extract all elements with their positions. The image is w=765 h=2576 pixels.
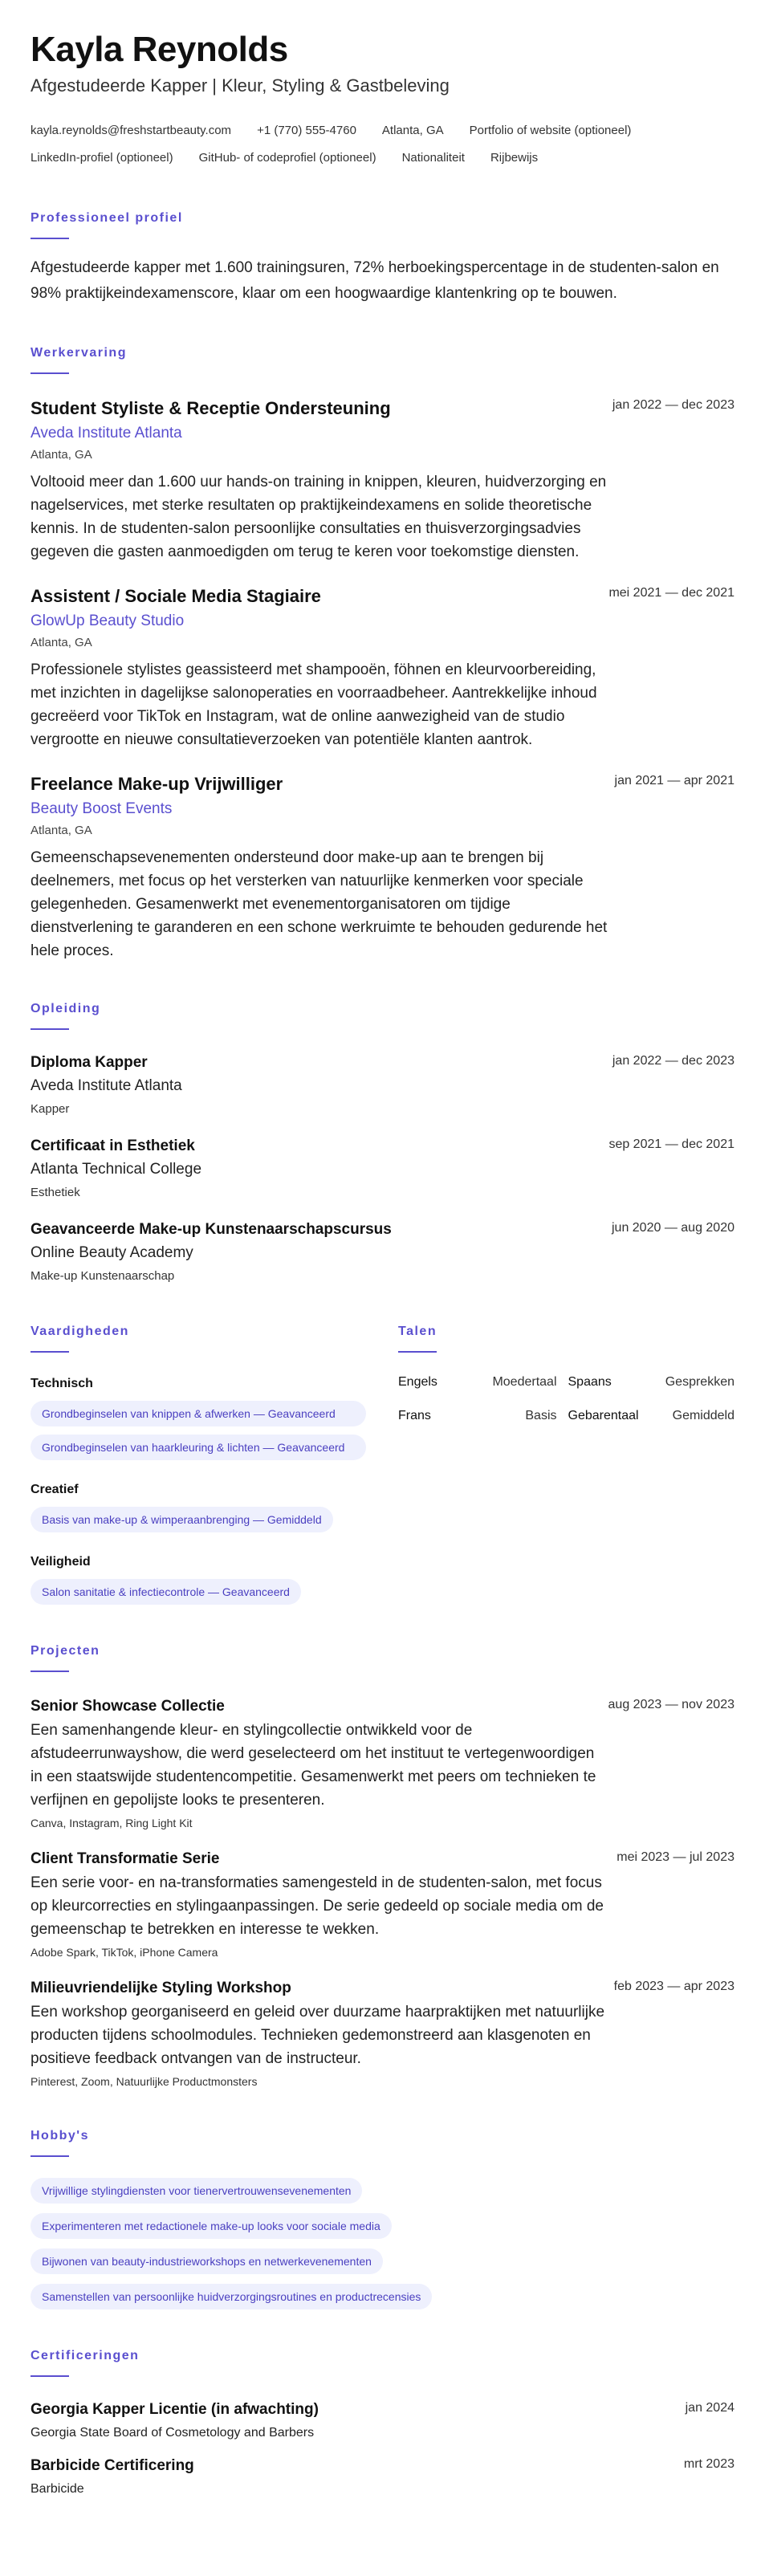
- job-employer: GlowUp Beauty Studio: [31, 612, 185, 629]
- section-title: Opleiding: [31, 1002, 101, 1015]
- job-location: Atlanta, GA: [31, 824, 92, 837]
- language-entry: [567, 1407, 735, 1425]
- certification-date: mrt 2023: [683, 2457, 734, 2471]
- contact-github: GitHub- of codeprofiel (optioneel): [198, 151, 376, 165]
- section-divider: [31, 1351, 69, 1353]
- experience-item: [31, 584, 734, 751]
- hobby-list: [31, 2178, 734, 2319]
- profile-section: [31, 210, 734, 307]
- job-date: jan 2021 — apr 2021: [614, 774, 734, 787]
- project-description: Een workshop georganiseerd en geleid over duurzame haarpraktijken met natuurlijke producten tijdens schoolmodules. Technieken gedemonstreerd aan klasgenoten en positieve feedback ontvangen van de instructeur.: [31, 2004, 605, 2067]
- certification-title: Georgia Kapper Licentie (in afwachting): [31, 2401, 319, 2418]
- project-date: mei 2023 — jul 2023: [616, 1850, 734, 1864]
- education-item: [31, 1052, 734, 1118]
- hobby-chip: Vrijwillige stylingdiensten voor tienervertrouwensevenementen: [31, 2178, 362, 2204]
- project-tools: Pinterest, Zoom, Natuurlijke Productmonsters: [31, 2075, 258, 2088]
- job-title: Freelance Make-up Vrijwilliger: [31, 774, 283, 794]
- hobby-chip: Bijwonen van beauty-industrieworkshops en netwerkevenementen: [31, 2248, 383, 2274]
- certification-issuer: Georgia State Board of Cosmetology and Barbers: [31, 2426, 315, 2440]
- job-employer: Aveda Institute Atlanta: [31, 425, 182, 442]
- degree-title: Certificaat in Esthetiek: [31, 1137, 195, 1154]
- certification-item: [31, 2399, 734, 2443]
- project-date: feb 2023 — apr 2023: [613, 1980, 734, 1993]
- language-entry: [567, 1373, 735, 1391]
- language-name: Gebarentaal: [568, 1409, 639, 1422]
- skill-chip: Basis van make-up & wimperaanbrenging — Gemiddeld: [31, 1507, 333, 1532]
- project-description: Een samenhangende kleur- en stylingcollectie ontwikkeld voor de afstudeerrunwayshow, die werd geselecteerd om het instituut te vertegenwoordigen in een staatswijde studentencompetitie. Gesamenwerkt met peers om technieken te verfijnen en gepolijste looks te presenteren.: [31, 1722, 596, 1809]
- project-title: Senior Showcase Collectie: [31, 1698, 225, 1715]
- section-title: Werkervaring: [31, 346, 127, 360]
- project-item: [31, 1978, 734, 2090]
- project-title: Client Transformatie Serie: [31, 1850, 220, 1867]
- degree-title: Geavanceerde Make-up Kunstenaarschapscursus: [31, 1221, 392, 1238]
- field-of-study: Kapper: [31, 1102, 70, 1116]
- certifications-section: [31, 2348, 734, 2499]
- section-divider: [398, 1351, 437, 1353]
- school-name: Aveda Institute Atlanta: [31, 1077, 182, 1094]
- job-title: Assistent / Sociale Media Stagiaire: [31, 586, 321, 606]
- project-item: [31, 1849, 734, 1960]
- field-of-study: Make-up Kunstenaarschap: [31, 1269, 175, 1283]
- education-item: [31, 1219, 734, 1285]
- languages-section: [398, 1324, 734, 1605]
- project-date: aug 2023 — nov 2023: [608, 1698, 734, 1711]
- contact-location: Atlanta, GA: [381, 124, 444, 137]
- section-title: Vaardigheden: [31, 1325, 129, 1338]
- project-tools: Canva, Instagram, Ring Light Kit: [31, 1817, 193, 1829]
- candidate-headline: Afgestudeerde Kapper | Kleur, Styling & Gastbeleving: [31, 75, 450, 96]
- language-name: Spaans: [568, 1375, 612, 1389]
- hobbies-section: [31, 2128, 734, 2319]
- section-divider: [31, 2155, 69, 2157]
- resume-header: [31, 29, 734, 172]
- language-entry: [398, 1407, 567, 1425]
- job-date: mei 2021 — dec 2021: [608, 586, 734, 600]
- skill-chip: Salon sanitatie & infectiecontrole — Geavanceerd: [31, 1579, 301, 1605]
- field-of-study: Esthetiek: [31, 1186, 80, 1199]
- section-divider: [31, 372, 69, 374]
- project-description: Een serie voor- en na-transformaties samengesteld in de studenten-salon, met focus op kleurcorrecties en stylingaanpassingen. De serie gedeeld op sociale media om de gemeenschap te betrekken en interesse te wekken.: [31, 1874, 604, 1938]
- hobby-chip: Experimenteren met redactionele make-up looks voor sociale media: [31, 2213, 392, 2239]
- section-title: Hobby's: [31, 2129, 89, 2143]
- certification-issuer: Barbicide: [31, 2482, 84, 2496]
- language-name: Frans: [398, 1409, 431, 1422]
- section-divider: [31, 1671, 69, 1672]
- school-name: Atlanta Technical College: [31, 1161, 202, 1178]
- job-location: Atlanta, GA: [31, 448, 92, 462]
- education-date: sep 2021 — dec 2021: [608, 1137, 734, 1151]
- language-row: [398, 1407, 734, 1425]
- candidate-name: Kayla Reynolds: [31, 30, 288, 69]
- section-title: Certificeringen: [31, 2349, 140, 2362]
- school-name: Online Beauty Academy: [31, 1244, 193, 1261]
- skill-chip: Grondbeginselen van haarkleuring & lichten — Geavanceerd: [31, 1435, 366, 1460]
- contact-phone: +1 (770) 555-4760: [257, 124, 356, 137]
- language-level: Basis: [525, 1409, 557, 1422]
- job-date: jan 2022 — dec 2023: [612, 398, 734, 412]
- section-divider: [31, 1028, 69, 1030]
- hobby-chip: Samenstellen van persoonlijke huidverzorgingsroutines en productrecensies: [31, 2284, 432, 2309]
- project-title: Milieuvriendelijke Styling Workshop: [31, 1980, 291, 1996]
- skill-group-title: Veiligheid: [31, 1555, 91, 1569]
- contact-nationality: Nationaliteit: [401, 151, 465, 165]
- experience-item: [31, 397, 734, 564]
- language-level: Moedertaal: [492, 1375, 557, 1389]
- project-item: [31, 1696, 734, 1831]
- skills-languages-row: [31, 1324, 734, 1605]
- section-title: Talen: [398, 1325, 437, 1338]
- contact-portfolio: Portfolio of website (optioneel): [469, 124, 632, 137]
- job-description: Voltooid meer dan 1.600 uur hands-on training in knippen, kleuren, huidverzorging en nagelservices, met sterke resultaten op praktijkeindexamens en solide theoretische kennis. In de studenten-salon persoonlijke consultaties en thuisverzorgingsadvies gegeven die gasten aanmoedigden om terug te keren voor toekomstige diensten.: [31, 474, 607, 560]
- job-location: Atlanta, GA: [31, 636, 92, 649]
- education-item: [31, 1136, 734, 1202]
- language-level: Gemiddeld: [672, 1409, 734, 1422]
- section-title: Professioneel profiel: [31, 211, 183, 225]
- skill-chip: Grondbeginselen van knippen & afwerken — Geavanceerd: [31, 1401, 366, 1426]
- education-date: jan 2022 — dec 2023: [612, 1054, 734, 1068]
- language-row: [398, 1373, 734, 1391]
- experience-item: [31, 772, 734, 962]
- section-title: Projecten: [31, 1644, 100, 1658]
- language-level: Gesprekken: [665, 1375, 734, 1389]
- language-table: [398, 1373, 734, 1425]
- job-title: Student Styliste & Receptie Ondersteuning: [31, 398, 391, 418]
- certification-item: [31, 2456, 734, 2499]
- section-divider: [31, 238, 69, 239]
- language-entry: [398, 1373, 567, 1391]
- contact-email: kayla.reynolds@freshstartbeauty.com: [31, 124, 232, 137]
- certification-title: Barbicide Certificering: [31, 2457, 194, 2474]
- education-section: [31, 1001, 734, 1285]
- skill-group-title: Creatief: [31, 1483, 79, 1496]
- job-employer: Beauty Boost Events: [31, 800, 173, 817]
- certification-date: jan 2024: [685, 2401, 734, 2415]
- skill-group-title: Technisch: [31, 1377, 93, 1390]
- experience-section: [31, 345, 734, 962]
- job-description: Gemeenschapsevenementen ondersteund door make-up aan te brengen bij deelnemers, met focus op het versterken van natuurlijke kenmerken voor speciale gelegenheden. Gesamenwerkt met evenementorganisatoren om tijdige dienstverlening te garanderen en een schone werkruimte te behouden gedurende het hele proces.: [31, 849, 608, 959]
- language-name: Engels: [398, 1375, 437, 1389]
- contact-license: Rijbewijs: [490, 151, 539, 165]
- contact-list: [31, 117, 734, 172]
- job-description: Professionele stylistes geassisteerd met shampooën, föhnen en kleurvoorbereiding, met inzichten in dagelijkse salonoperaties en voorraadbeheer. Aantrekkelijke inhoud gecreëerd voor TikTok en Instagram, wat de online aanwezigheid van de studio vergrootte en nieuwe consultatieverzoeken van potentiële klanten aantrok.: [31, 661, 597, 748]
- section-divider: [31, 2375, 69, 2377]
- projects-section: [31, 1643, 734, 2090]
- contact-linkedin: LinkedIn-profiel (optioneel): [31, 151, 173, 165]
- education-date: jun 2020 — aug 2020: [611, 1221, 734, 1235]
- skills-section: [31, 1324, 382, 1605]
- project-tools: Adobe Spark, TikTok, iPhone Camera: [31, 1946, 218, 1959]
- profile-summary: Afgestudeerde kapper met 1.600 trainingsuren, 72% herboekingspercentage in de studenten-salon en 98% praktijkeindexamenscore, klaar om een hoogwaardige klantenkring op te bouwen.: [31, 259, 719, 302]
- degree-title: Diploma Kapper: [31, 1054, 148, 1071]
